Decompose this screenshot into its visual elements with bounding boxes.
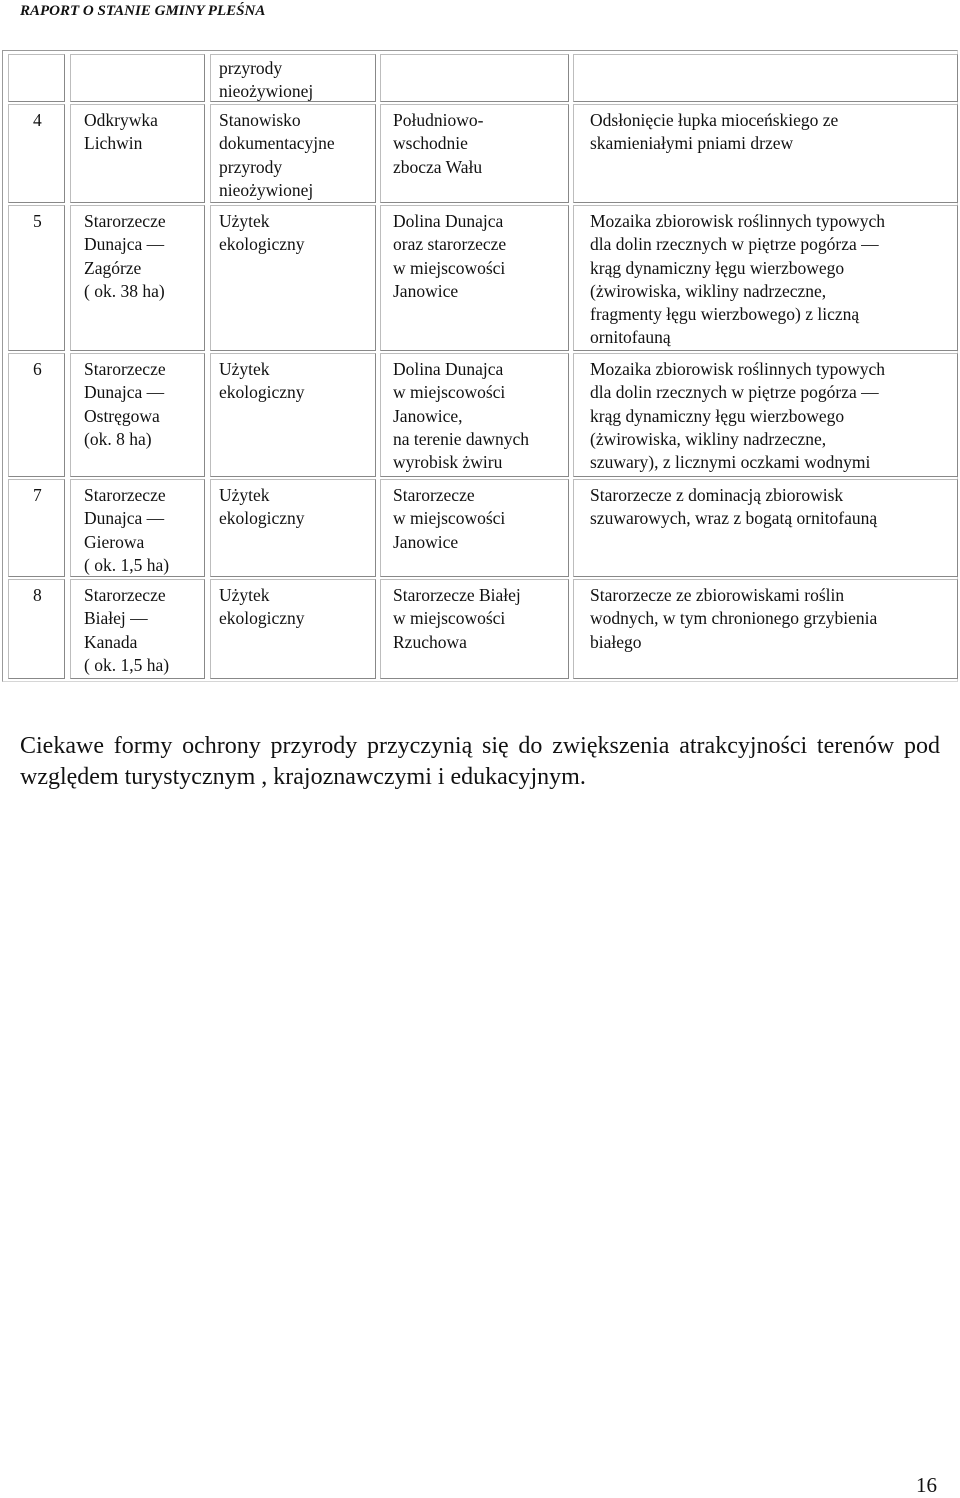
table-cell-location: Starorzecze Białej w miejscowości Rzuchowa	[380, 579, 569, 679]
table-cell-name: Starorzecze Dunajca — Ostręgowa (ok. 8 ha)	[70, 353, 205, 477]
table-cell-location: Dolina Dunajca oraz starorzecze w miejscowości Janowice	[380, 205, 569, 351]
table-cell-description	[573, 54, 958, 102]
table-cell-category: Użytek ekologiczny	[210, 479, 376, 577]
table-cell-name: Starorzecze Białej — Kanada ( ok. 1,5 ha)	[70, 579, 205, 679]
table-cell-name	[70, 54, 205, 102]
table-cell-category: Stanowisko dokumentacyjne przyrody nieożywionej	[210, 104, 376, 203]
table-cell-category: Użytek ekologiczny	[210, 579, 376, 679]
table-cell-location	[380, 54, 569, 102]
table-cell-number	[8, 54, 65, 102]
table-cell-category: przyrody nieożywionej	[210, 54, 376, 102]
table-cell-number: 8	[8, 579, 65, 679]
table-cell-description: Odsłonięcie łupka mioceńskiego ze skamieniałymi pniami drzew	[573, 104, 958, 203]
table-cell-location: Starorzecze w miejscowości Janowice	[380, 479, 569, 577]
table-cell-number: 5	[8, 205, 65, 351]
table-cell-name: Starorzecze Dunajca — Zagórze ( ok. 38 ha)	[70, 205, 205, 351]
table-cell-description: Starorzecze z dominacją zbiorowisk szuwarowych, wraz z bogatą ornitofauną	[573, 479, 958, 577]
table-cell-location: Południowo- wschodnie zbocza Wału	[380, 104, 569, 203]
page-number: 16	[916, 1473, 937, 1497]
table-cell-category: Użytek ekologiczny	[210, 205, 376, 351]
body-paragraph: Ciekawe formy ochrony przyrody przyczynią się do zwiększenia atrakcyjności terenów pod względem turystycznym , krajoznawczymi i edukacyjnym.	[20, 733, 940, 790]
table-cell-number: 7	[8, 479, 65, 577]
table-cell-location: Dolina Dunajca w miejscowości Janowice, na terenie dawnych wyrobisk żwiru	[380, 353, 569, 477]
table-cell-number: 6	[8, 353, 65, 477]
table-cell-name: Starorzecze Dunajca — Gierowa ( ok. 1,5 ha)	[70, 479, 205, 577]
running-header: RAPORT O STANIE GMINY PLEŚNA	[20, 3, 266, 19]
table-cell-description: Mozaika zbiorowisk roślinnych typowych dla dolin rzecznych w piętrze pogórza — krąg dynamiczny łęgu wierzbowego (żwirowiska, wikliny nadrzeczne, szuwary), z licznymi oczkami wodnymi	[573, 353, 958, 477]
table-cell-description: Starorzecze ze zbiorowiskami roślin wodnych, w tym chronionego grzybienia białego	[573, 579, 958, 679]
table-cell-description: Mozaika zbiorowisk roślinnych typowych dla dolin rzecznych w piętrze pogórza — krąg dynamiczny łęgu wierzbowego (żwirowiska, wikliny nadrzeczne, fragmenty łęgu wierzbowego) z liczną ornitofauną	[573, 205, 958, 351]
table-cell-number: 4	[8, 104, 65, 203]
table-cell-name: Odkrywka Lichwin	[70, 104, 205, 203]
table-cell-category: Użytek ekologiczny	[210, 353, 376, 477]
